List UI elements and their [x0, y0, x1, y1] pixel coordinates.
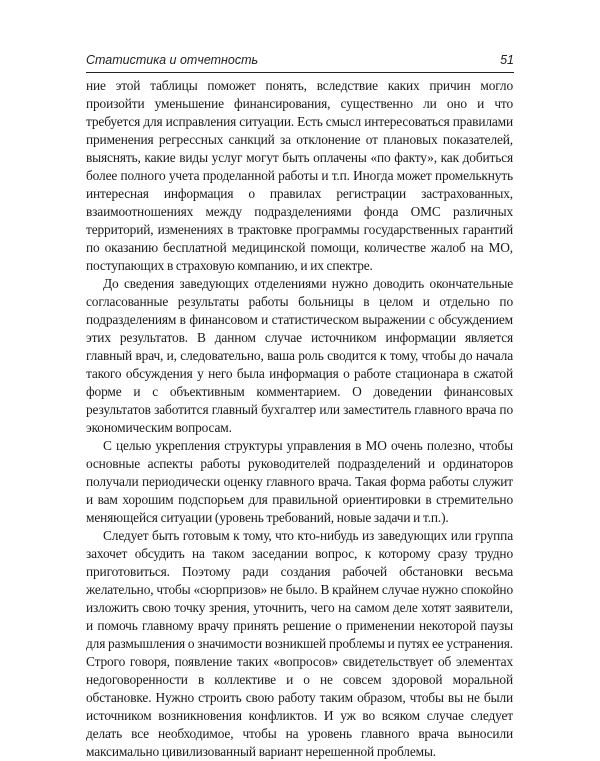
paragraph: Следует быть готовым к тому, что кто-нибудь из заведующих или группа захочет обсудить на таком заседании вопрос, к которому сразу трудно приготовиться. Поэтому ради создания рабочей обстановки весьма желательно, чтобы «сюрпризов» не было. В крайнем случае нужно спокойно изложить свою точку зрения, уточнить, чего на самом деле хотят заявители, и помочь главному врачу принять решение о применении некоторой паузы для размышления о значимости возникшей проблемы и путях ее устранения. Строго говоря, появление таких «вопросов» свидетельствует об элементах недоговоренности в коллективе и о не совсем здоровой моральной обстановке. Нужно строить свою работу таким образом, чтобы вы не были источником возникновения конфликтов. И уж во всяком случае следует делать все необходимое, чтобы на уровень главного врача выносили максимально цивилизованный вариант нерешенной проблемы.: [86, 528, 513, 759]
body-text: [86, 77, 513, 761]
paragraph: До сведения заведующих отделениями нужно доводить окончательные согласованные результаты работы больницы в целом и отдельно по подразделениям в финансовом и статистическом выражении с обсуждением этих результатов. В данном случае источником информации является главный врач, и, следовательно, ваша роль сводится к тому, чтобы до начала такого обсуждения у него была информация о работе стационара в сжатой форме и с объективным комментарием. О доведении финансовых результатов заботится главный бухгалтер или заместитель главного врача по экономическим вопросам.: [86, 276, 513, 435]
paragraph: С целью укрепления структуры управления в МО очень полезно, чтобы основные аспекты работы руководителей подразделений и ординаторов получали периодически оценку главного врача. Такая форма работы служит и вам хорошим подспорьем для правильной ориентировки в стремительно меняющейся ситуации (уровень требований, новые задачи и т.п.).: [86, 438, 513, 525]
section-title: Статистика и отчетность: [86, 53, 259, 67]
running-header: [86, 50, 514, 73]
page-number: 51: [500, 53, 514, 67]
paragraph: ние этой таблицы поможет понять, вследствие каких причин могло произойти уменьшение финансирования, существенно ли оно и что требуется для исправления ситуации. Есть смысл интересоваться правилами применения регрессных санкций за отклонение от плановых показателей, выяснять, какие виды услуг могут быть оплачены «по факту», как добиться более полного учета проделанной работы и т.п. Иногда может промелькнуть интересная информация о правилах регистрации застрахованных, взаимоотношениях между подразделениями фонда ОМС различных территорий, изменениях в трактовке программы государственных гарантий по оказанию бесплатной медицинской помощи, количестве жалоб на МО, поступающих в страховую компанию, и их спектре.: [86, 78, 513, 273]
